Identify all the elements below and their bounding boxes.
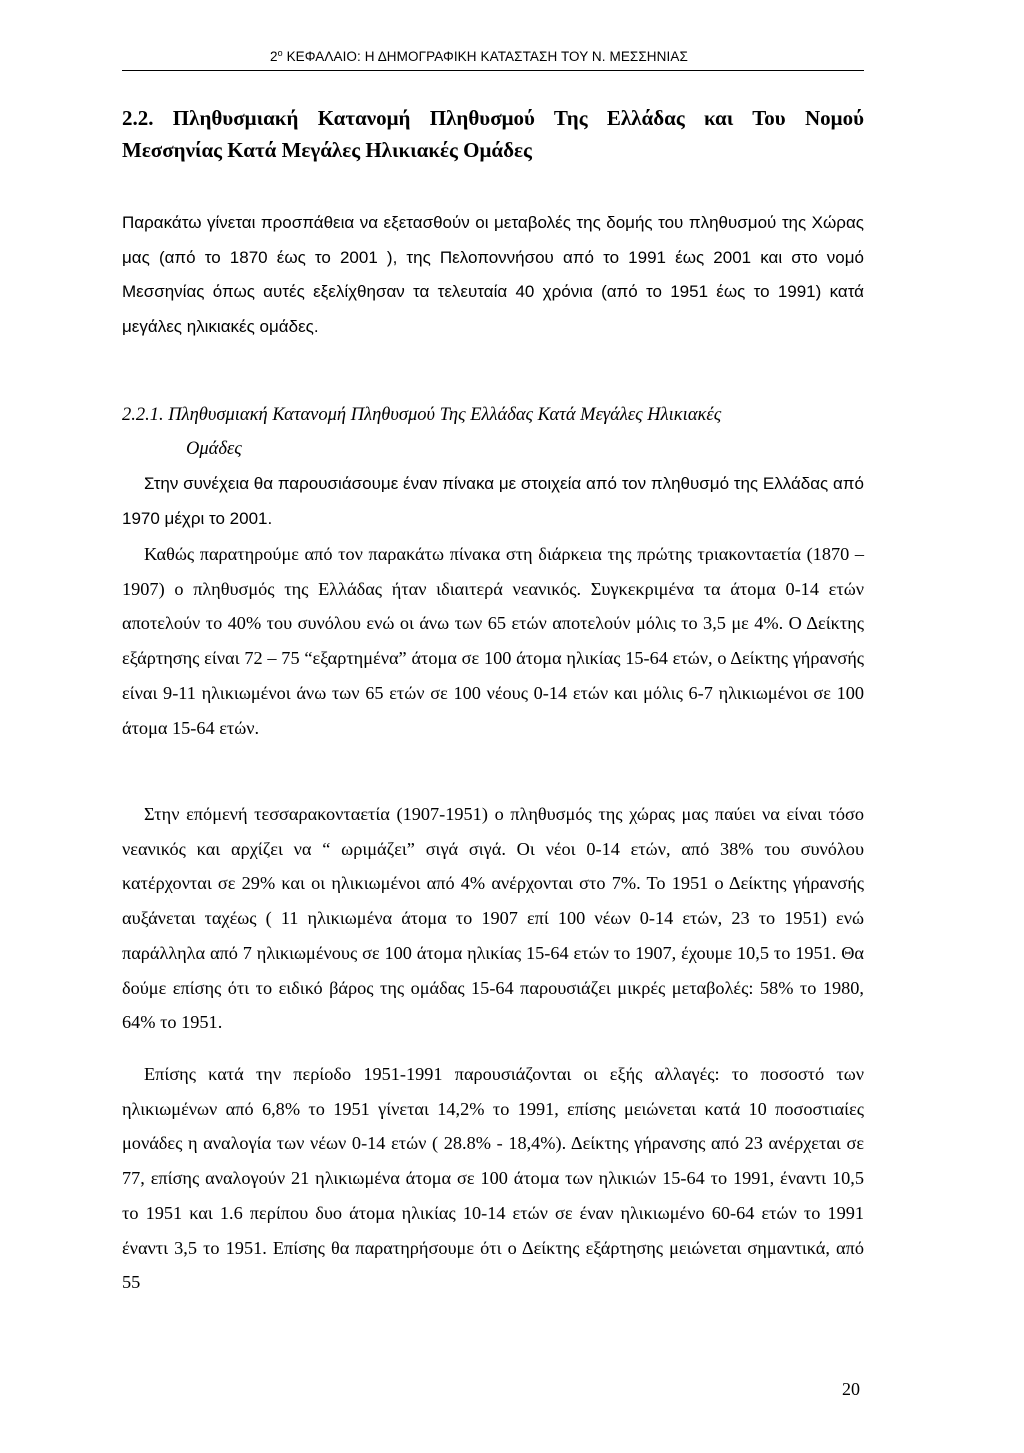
- page-number: 20: [842, 1379, 860, 1399]
- section-heading-line-2: Μεσσηνίας Κατά Μεγάλες Ηλικιακές Ομάδες: [122, 138, 532, 162]
- running-header: [270, 48, 688, 64]
- chapter-title: ΚΕΦΑΛΑΙΟ: Η ΔΗΜΟΓΡΑΦΙΚΗ ΚΑΤΑΣΤΑΣΗ ΤΟΥ Ν. ΜΕΣΣΗΝΙΑΣ: [282, 49, 688, 64]
- intro-paragraph: Παρακάτω γίνεται προσπάθεια να εξετασθούν οι μεταβολές της δομής του πληθυσμού της Χώρας μας (από το 1870 έως το 2001 ), της Πελοποννήσου από το 1991 έως 2001 και στο νομό Μεσσηνίας όπως αυτές εξελίχθησαν τα τελευταία 40 χρόνια (από το 1951 έως το 1991) κατά μεγάλες ηλικιακές ομάδες.: [122, 213, 864, 337]
- chapter-number: 2: [270, 49, 278, 64]
- header-rule: [122, 70, 864, 71]
- section-heading-line-1: 2.2. Πληθυσμιακή Κατανομή Πληθυσμού Της Ελλάδας και Του Νομού: [122, 106, 864, 130]
- subsection-heading-line-1: 2.2.1. Πληθυσμιακή Κατανομή Πληθυσμού Της Ελλάδας Κατά Μεγάλες Ηλικιακές: [122, 405, 722, 425]
- paragraph-4: Επίσης κατά την περίοδο 1951-1991 παρουσιάζονται οι εξής αλλαγές: το ποσοστό των ηλικιωμένων από 6,8% το 1951 γίνεται 14,2% το 1991, επίσης μειώνεται κατά 10 ποσοστιαίες μονάδες η αναλογία των νέων 0-14 ετών ( 28.8% - 18,4%). Δείκτης γήρανσης από 23 ανέρχεται σε 77, επίσης αναλογούν 21 ηλικιωμένα άτομα σε 100 άτομα των ηλικιών 15-64 το 1991, έναντι 10,5 το 1951 και 1.6 περίπου δυο άτομα ηλικίας 10-14 ετών σε έναν ηλικιωμένο 60-64 ετών το 1991 έναντι 3,5 το 1951. Επίσης θα παρατηρήσουμε ότι ο Δείκτης εξάρτησης μειώνεται σημαντικά, από 55: [122, 1064, 864, 1293]
- paragraph-1: Στην συνέχεια θα παρουσιάσουμε έναν πίνακα με στοιχεία από τον πληθυσμό της Ελλάδας από 1970 μέχρι το 2001.: [122, 474, 864, 528]
- subsection-heading-line-2: Ομάδες: [186, 439, 242, 459]
- subsection-heading: [122, 398, 864, 466]
- paragraph-2: Καθώς παρατηρούμε από τον παρακάτω πίνακα στη διάρκεια της πρώτης τριακονταετία (1870 – 1907) ο πληθυσμός της Ελλάδας ήταν ιδιαιτερά νεανικός. Συγκεκριμένα τα άτομα 0-14 ετών αποτελούν το 40% του συνόλου ενώ οι άνω των 65 ετών αποτελούν μόλις το 3,5 με 4%. Ο Δείκτης εξάρτησης είναι 72 – 75 “εξαρτημένα” άτομα σε 100 άτομα ηλικίας 15-64 ετών, ο Δείκτης γήρανσής είναι 9-11 ηλικιωμένοι άνω των 65 ετών σε 100 νέους 0-14 ετών και μόλις 6-7 ηλικιωμένοι σε 100 άτομα 15-64 ετών.: [122, 544, 864, 738]
- paragraph-3: Στην επόμενή τεσσαρακονταετία (1907-1951) ο πληθυσμός της χώρας μας παύει να είναι τόσο νεανικός και αρχίζει να “ ωριμάζει” σιγά σιγά. Οι νέοι 0-14 ετών, από 38% του συνόλου κατέρχονται σε 29% και οι ηλικιωμένοι από 4% ανέρχονται στο 7%. Το 1951 ο Δείκτης γήρανσής αυξάνεται ταχέως ( 11 ηλικιωμένα άτομα το 1907 επί 100 νέων 0-14 ετών, 23 το 1951) ενώ παράλληλα από 7 ηλικιωμένους σε 100 άτομα ηλικίας 15-64 ετών το 1907, έχουμε 10,5 το 1951. Θα δούμε επίσης ότι το ειδικό βάρος της ομάδας 15-64 παρουσιάζει μικρές μεταβολές: 58% το 1980, 64% το 1951.: [122, 804, 864, 1033]
- chapter-ordinal-marker: ο: [277, 48, 283, 58]
- section-heading: [122, 102, 864, 166]
